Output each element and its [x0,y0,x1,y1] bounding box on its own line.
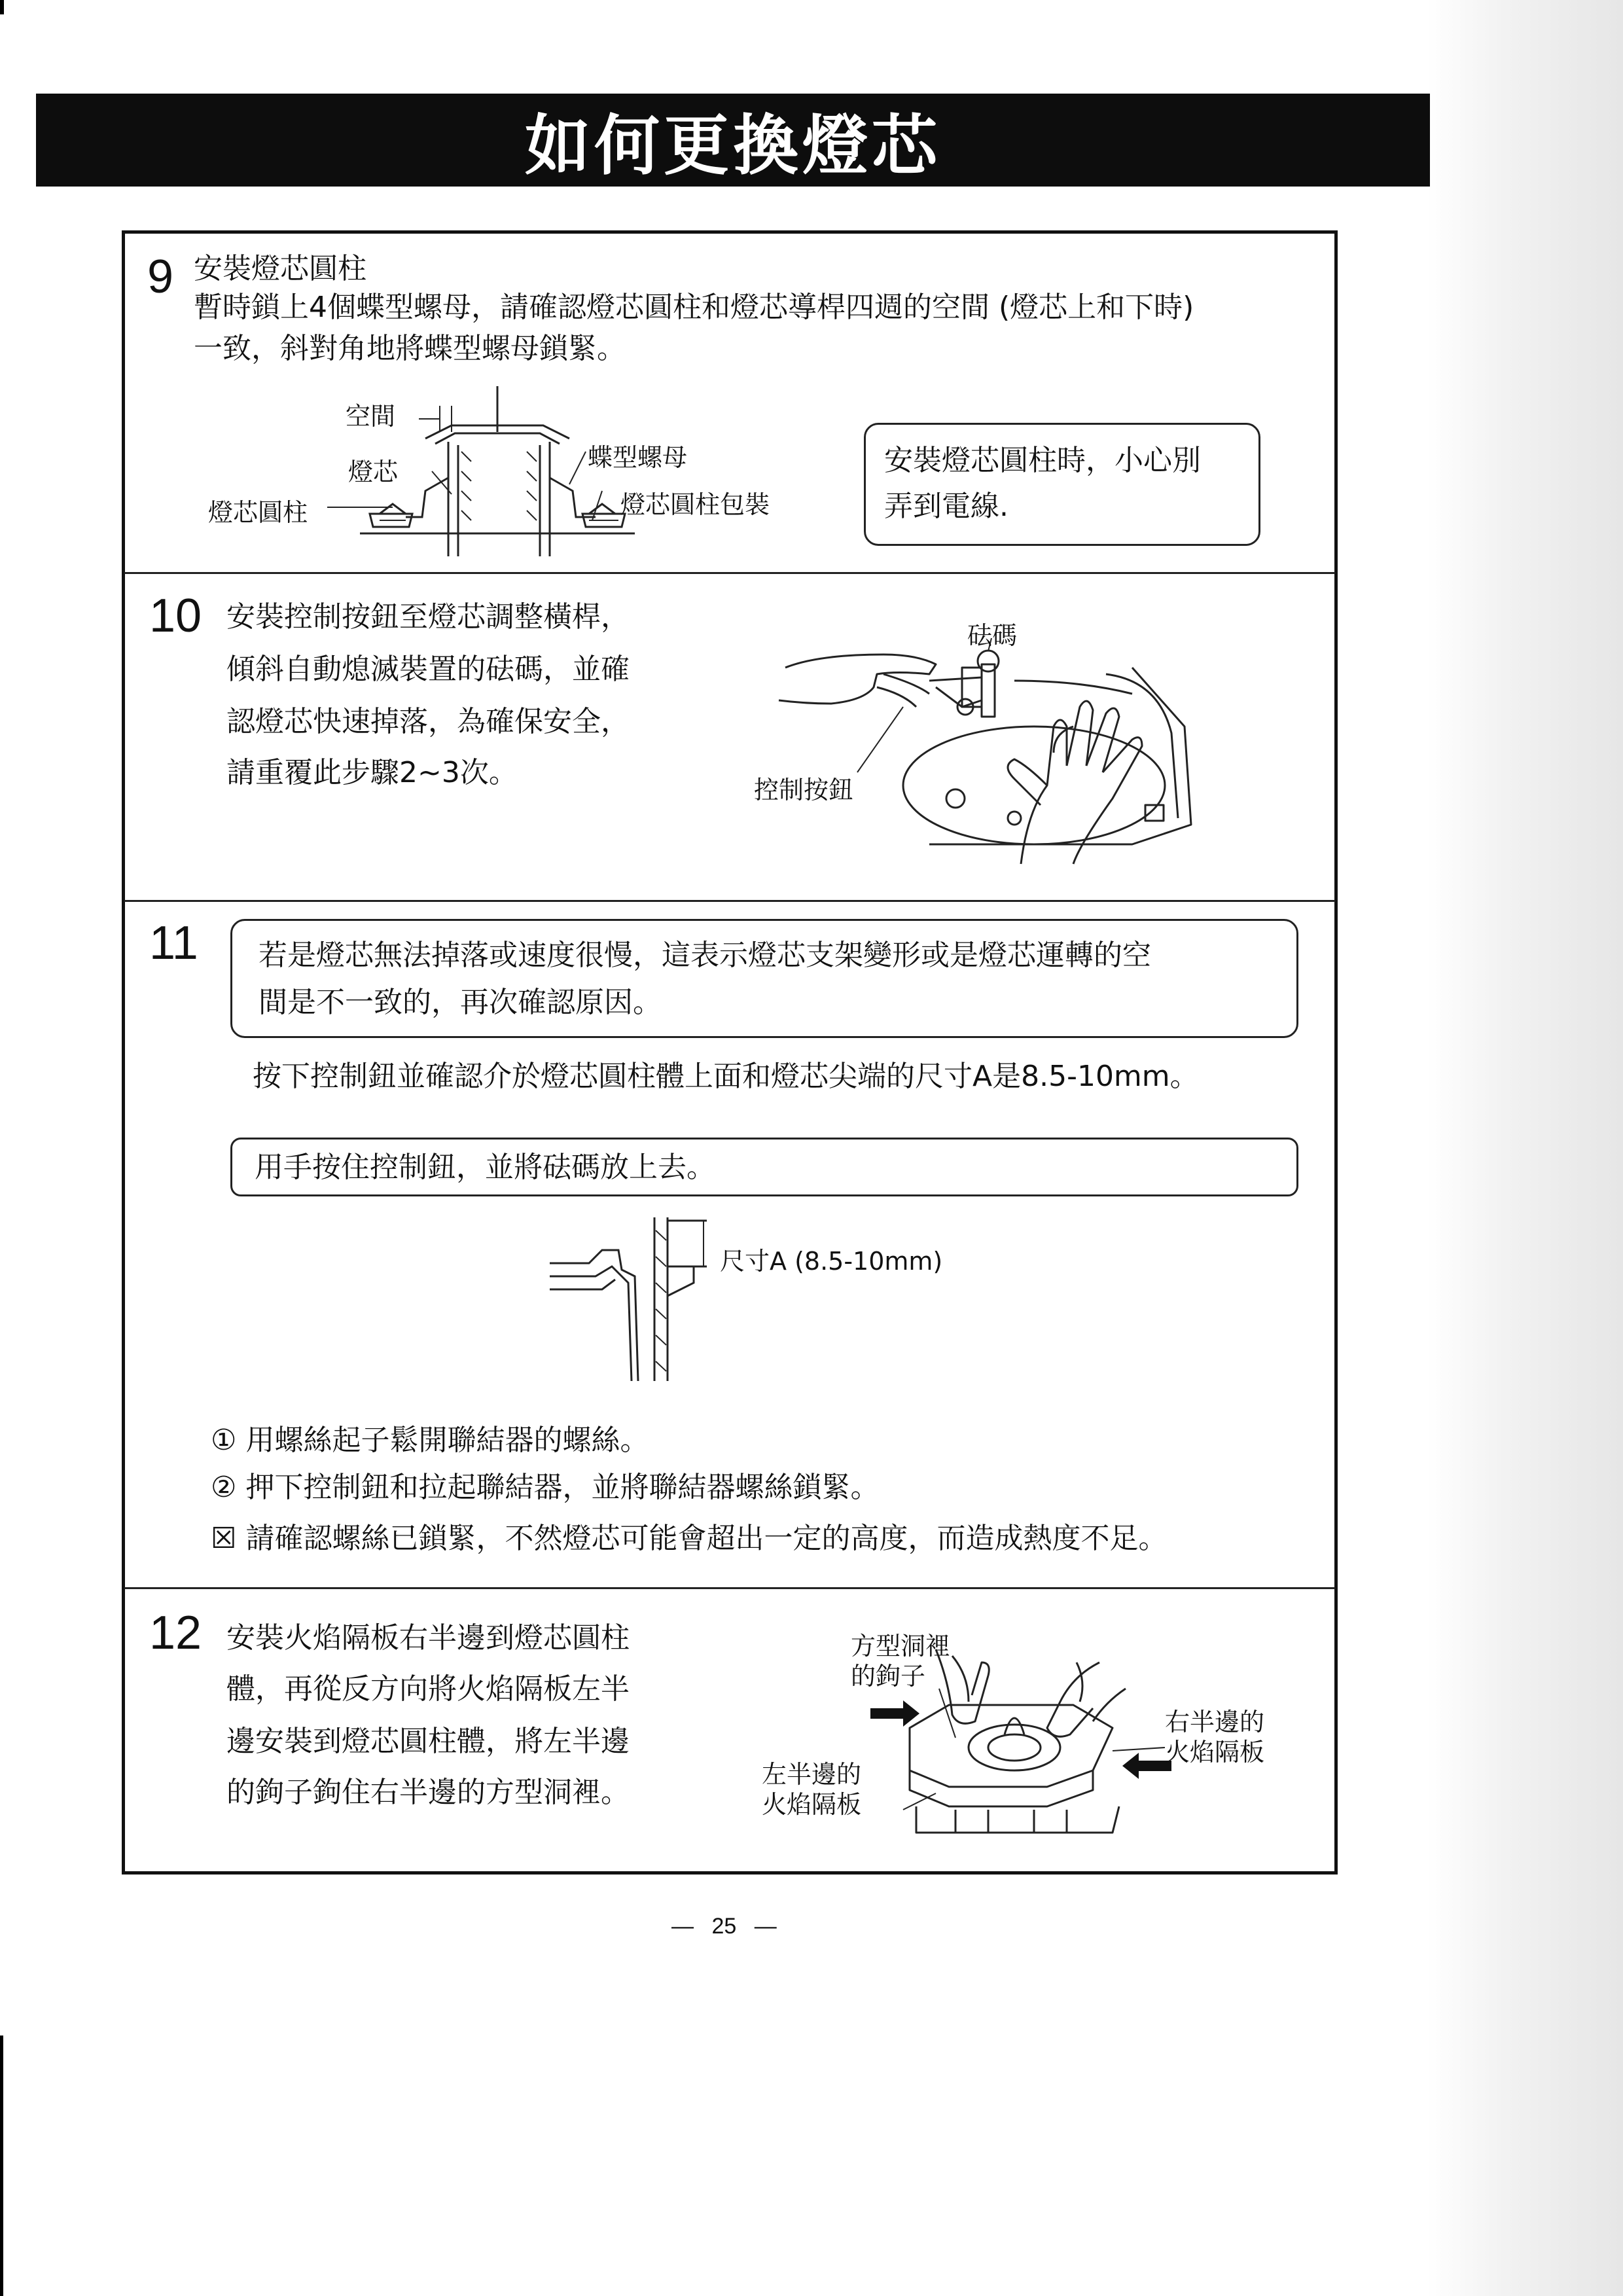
warning-line2: 間是不一致的，再次確認原因。 [259,986,662,1019]
page-title: 如何更換燈芯 [525,107,941,184]
step11-number: 11 [149,917,198,969]
label-control-button: 控制按鈕 [754,776,854,804]
list-item-1 [211,1419,649,1462]
label-dimension-a: 尺寸A (8.5-10mm) [720,1247,943,1276]
step12-line4: 的鉤子鉤住右半邊的方型洞裡。 [226,1776,630,1809]
label-wing-nut: 蝶型螺母 [588,443,688,472]
list-text-2: 押下控制鈕和拉起聯結器，並將聯結器螺絲鎖緊。 [245,1471,880,1504]
title-bar [36,94,1430,187]
step9-line1: 暫時鎖上4個蝶型螺母，請確認燈芯圓柱和燈芯導桿四週的空間 (燈芯上和下時) [194,291,1194,324]
warning-line1: 若是燈芯無法掉落或速度很慢，這表示燈芯支架變形或是燈芯運轉的空 [259,939,1151,972]
label-cylinder-packing: 燈芯圓柱包裝 [620,490,770,519]
label-right-baffle-line2: 火焰隔板 [1165,1738,1265,1767]
divider-step10-11 [124,900,1335,902]
step9-number: 9 [147,251,174,303]
step12-line3: 邊安裝到燈芯圓柱體，將左半邊 [226,1725,630,1758]
step9-line2: 一致，斜對角地將蝶型螺母鎖緊。 [194,332,626,365]
step12-line2: 體，再從反方向將火焰隔板左半 [226,1672,630,1706]
label-hook-line2: 的鉤子 [851,1662,926,1691]
scan-edge-shadow [1427,0,1623,2296]
list-text-1: 用螺絲起子鬆開聯結器的螺絲。 [245,1424,649,1457]
page-number-value: 25 [711,1914,737,1939]
list-item-3 [211,1517,1167,1560]
step10-line3: 認燈芯快速掉落，為確保安全， [226,705,630,738]
step12-line1: 安裝火焰隔板右半邊到燈芯圓柱 [226,1621,630,1655]
label-hook-line1: 方型洞裡 [851,1632,951,1660]
step10-line4: 請重覆此步驟2~3次。 [226,756,518,789]
list-text-3: 請確認螺絲已鎖緊，不然燈芯可能會超出一定的高度，而造成熱度不足。 [245,1522,1168,1555]
label-right-baffle-line1: 右半邊的 [1165,1708,1265,1736]
label-left-baffle-line1: 左半邊的 [762,1760,862,1789]
step12-number: 12 [149,1607,202,1659]
list-marker-1: ① [211,1424,237,1457]
list-item-2 [211,1466,879,1509]
label-left-baffle-line2: 火焰隔板 [762,1790,862,1819]
page-number [671,1914,777,1939]
step9-title: 安裝燈芯圓柱 [194,252,366,285]
step9-caution-box [864,423,1260,546]
label-wick: 燈芯 [348,457,399,486]
caution-line1: 安裝燈芯圓柱時，小心別 [884,444,1201,477]
measure-instruction: 按下控制鈕並確認介於燈芯圓柱體上面和燈芯尖端的尺寸A是8.5-10mm。 [253,1060,1199,1093]
label-space: 空間 [346,402,396,431]
divider-step11-12 [124,1587,1335,1589]
page-dash-left: — [671,1914,694,1939]
step10-number: 10 [149,590,202,642]
step11-hint-box [230,1138,1298,1196]
hint-text: 用手按住控制鈕，並將砝碼放上去。 [255,1151,715,1184]
label-weight: 砝碼 [967,621,1018,650]
control-button-illustration [766,628,1211,864]
divider-step9-10 [124,572,1335,574]
step11-warning-box [230,919,1298,1038]
page-dash-right: — [754,1914,777,1939]
list-marker-3: ☒ [211,1522,237,1555]
scan-left-mark [0,2036,3,2296]
step10-line1: 安裝控制按鈕至燈芯調整橫桿， [226,600,630,634]
label-wick-cylinder: 燈芯圓柱 [208,498,308,527]
step10-line2: 傾斜自動熄滅裝置的砝碼，並確 [226,653,630,686]
scan-corner-mark [0,0,4,14]
caution-line2: 弄到電線. [884,490,1008,523]
list-marker-2: ② [211,1471,237,1504]
